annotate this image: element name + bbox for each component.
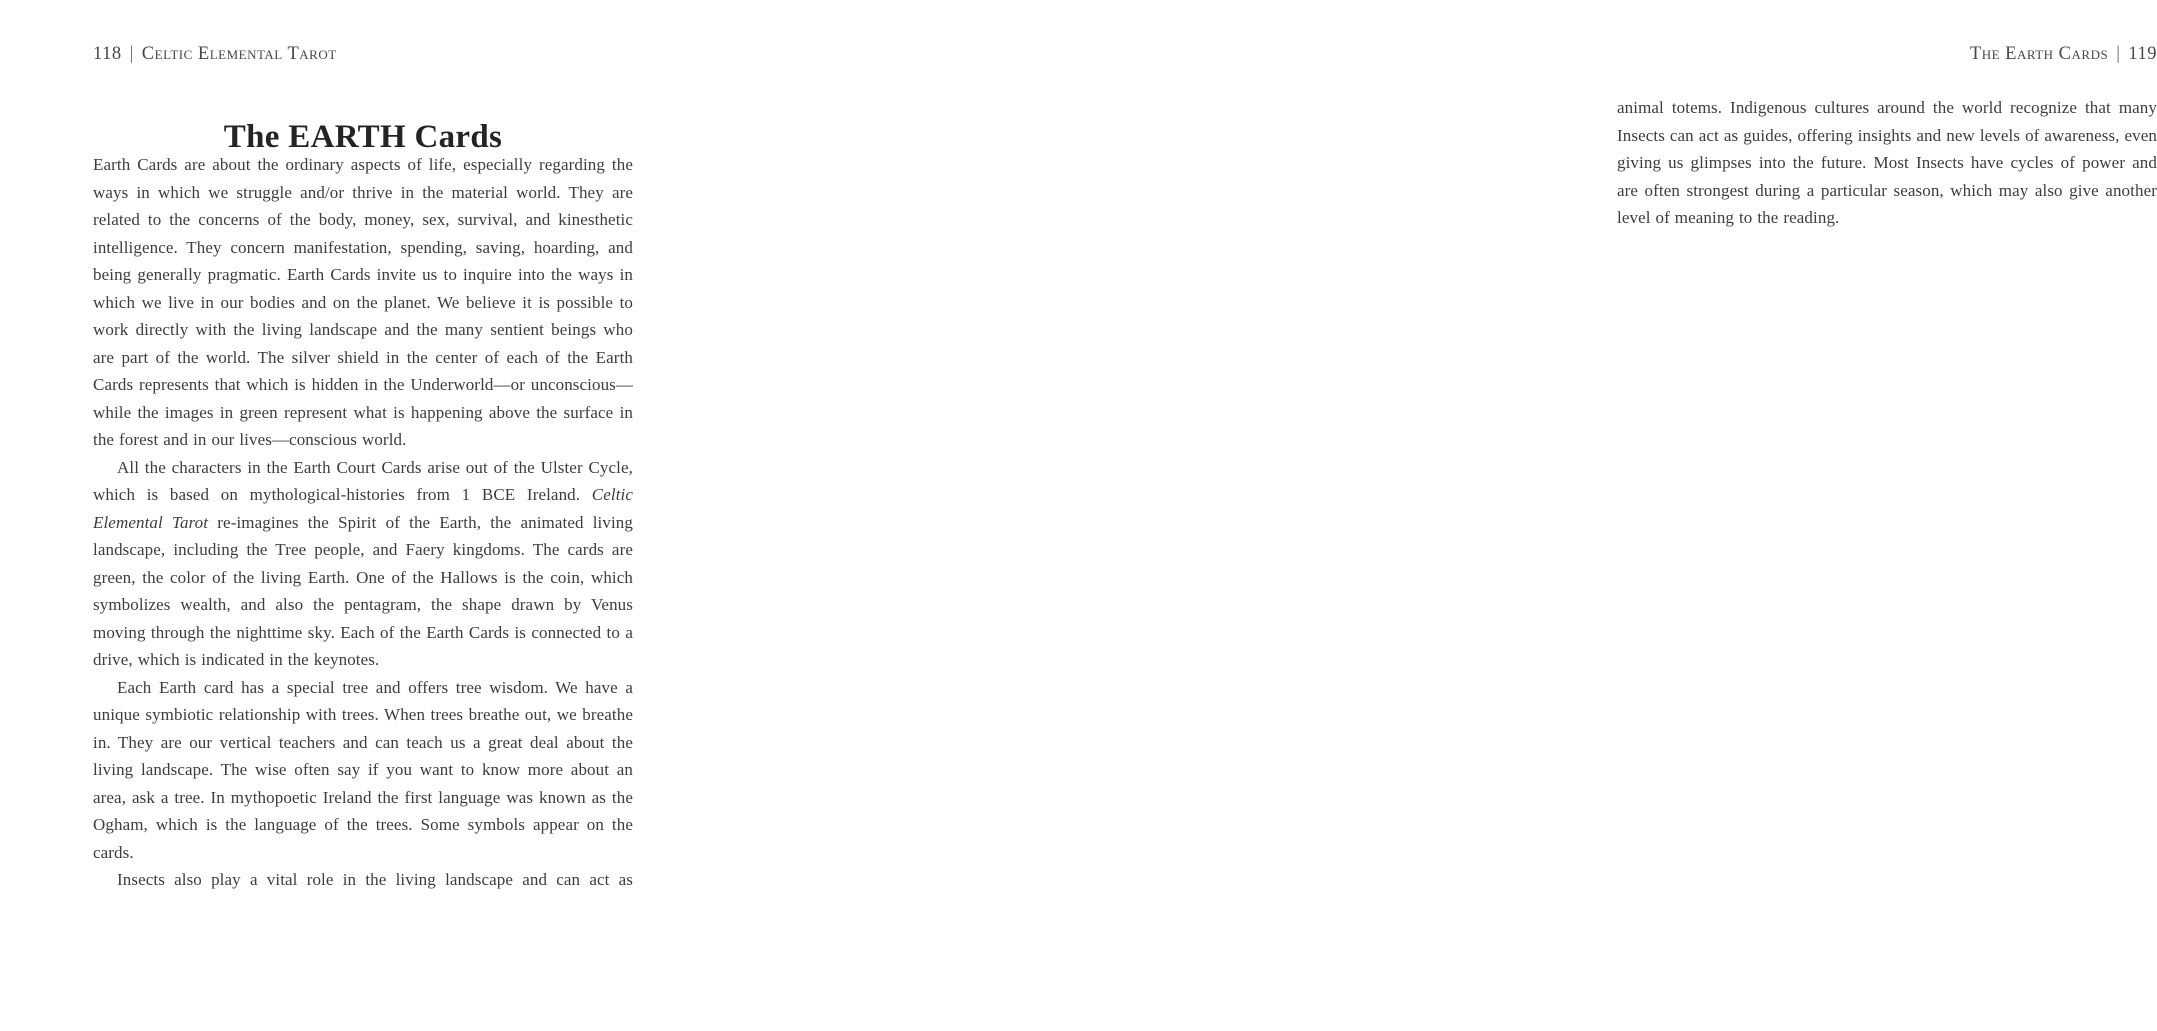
left-running-header — [93, 44, 633, 65]
right-running-header — [1617, 44, 2157, 65]
left-body-text — [93, 151, 633, 894]
section-title: The EARTH Cards — [223, 119, 503, 156]
italic-text-run: Celtic Elemental Tarot — [93, 485, 633, 532]
paragraph — [93, 674, 633, 867]
text-run: Insects also play a vital role in the living landscape and can act as — [117, 870, 633, 889]
right-page — [750, 0, 2157, 1031]
text-run: Each Earth card has a special tree and offers tree wisdom. We have a unique symbiotic relationship with trees. When trees breathe out, we breathe in. They are our vertical teachers and can teach us a great deal about the living landscape. The wise often say if you want to know more about an area, ask a tree. In mythopoetic Ireland the first language was known as the Ogham, which is the language of the trees. Some symbols appear on the cards. — [93, 677, 633, 862]
book-title: Celtic Elemental Tarot — [141, 44, 337, 64]
paragraph — [93, 866, 633, 894]
right-body-text — [1617, 94, 2157, 232]
paragraph — [93, 454, 633, 674]
left-page-number: 118 — [93, 44, 122, 64]
paragraph — [1617, 94, 2157, 232]
text-run: All the characters in the Earth Court Cards arise out of the Ulster Cycle, which is based on mythological-histories from 1 BCE Ireland. — [93, 457, 633, 504]
paragraph — [93, 151, 633, 454]
right-page-number: 119 — [2128, 44, 2157, 64]
text-run: Earth Cards are about the ordinary aspects of life, especially regarding the ways in which we struggle and/or thrive in the material world. They are related to the concerns of the body, money, sex, survival, and kinesthetic intelligence. They concern manifestation, spending, saving, hoarding, and being generally pragmatic. Earth Cards invite us to inquire into the ways in which we live in our bodies and on the planet. We believe it is possible to work directly with the living landscape and the many sentient beings who are part of the world. The silver shield in the center of each of the Earth Cards represents that which is hidden in the Underworld—or unconscious—while the images in green represent what is happening above the surface in the forest and in our lives—conscious world. — [93, 155, 633, 449]
left-page — [0, 0, 750, 1031]
header-section-title: The Earth Cards — [1969, 44, 2109, 64]
text-run: animal totems. Indigenous cultures around the world recognize that many Insects can act as guides, offering insights and new levels of awareness, even giving us glimpses into the future. Most Insects have cycles of power and are often strongest during a particular season, which may also give another level of meaning to the reading. — [1617, 98, 2157, 227]
text-run: re-imagines the Spirit of the Earth, the animated living landscape, including the Tree people, and Faery kingdoms. The cards are green, the color of the living Earth. One of the Hallows is the coin, which symbolizes wealth, and also the pentagram, the shape drawn by Venus moving through the nighttime sky. Each of the Earth Cards is connected to a drive, which is indicated in the keynotes. — [93, 512, 634, 669]
header-separator: | — [2116, 44, 2121, 64]
header-separator: | — [129, 44, 134, 64]
